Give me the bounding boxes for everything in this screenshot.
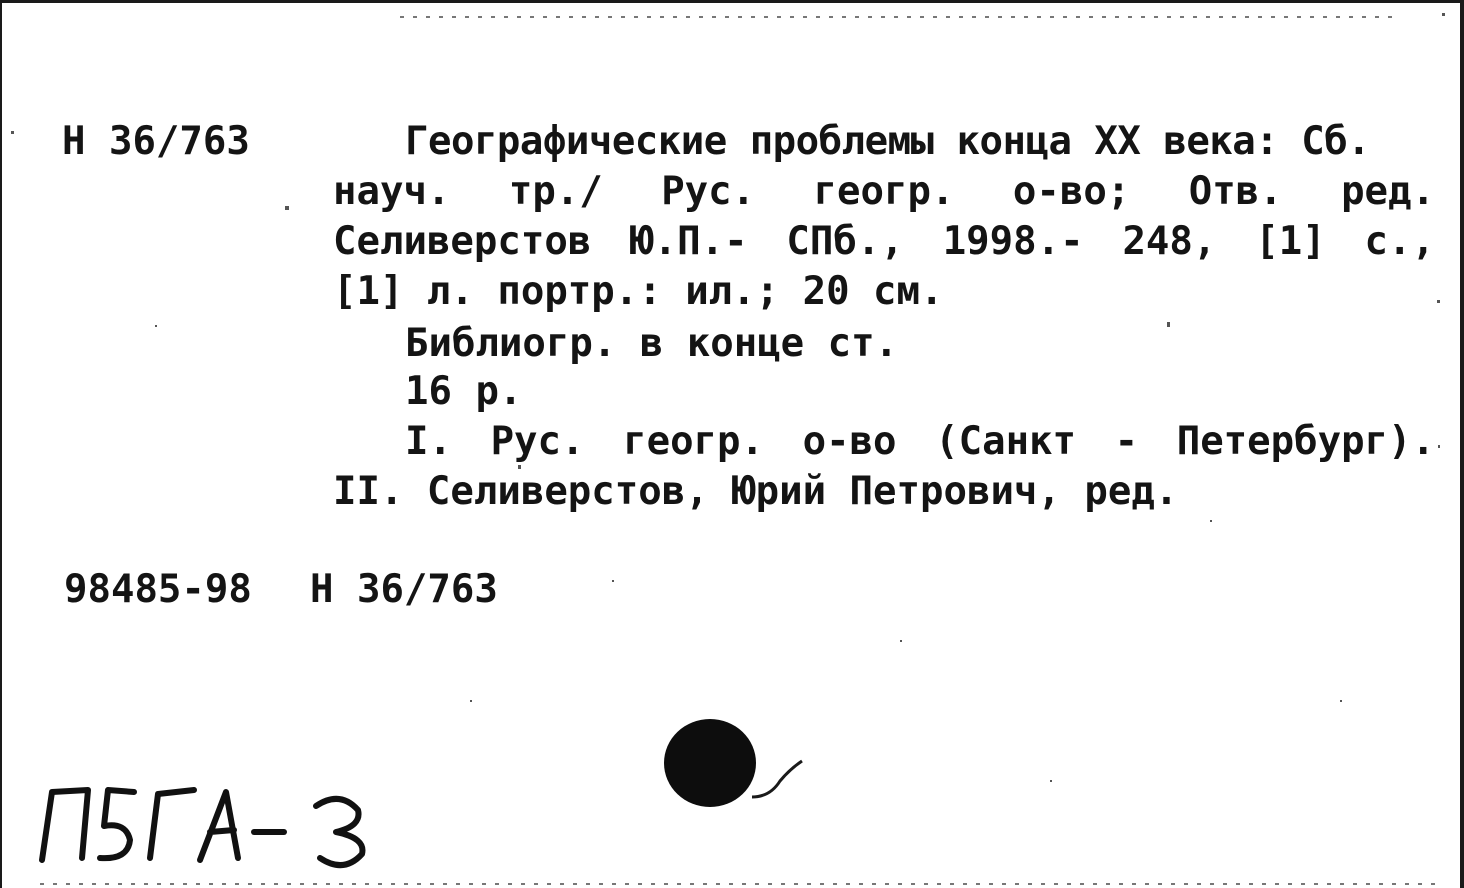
title-line-1: Географические проблемы конца XX века: Сб. — [405, 119, 1371, 164]
tracing-line-1: I. Рус. геогр. о-во (Санкт - Петербург). — [405, 419, 1435, 464]
price-note: 16 р. — [405, 369, 523, 414]
handwritten-shelfmark — [30, 770, 390, 870]
tracing-line-2: II. Селиверстов, Юрий Петрович, ред. — [333, 469, 1179, 514]
title-line-2: науч. тр./ Рус. геогр. о-во; Отв. ред. — [333, 169, 1435, 214]
call-number: Н 36/763 — [62, 119, 250, 164]
title-line-4: [1] л. портр.: ил.; 20 см. — [333, 269, 944, 314]
accession-call-number: Н 36/763 — [310, 567, 498, 612]
title-line-3: Селиверстов Ю.П.- СПб., 1998.- 248, [1] с., — [333, 219, 1435, 264]
punch-hole-scratch — [740, 725, 810, 805]
bibliography-note: Библиогр. в конце ст. — [405, 321, 899, 366]
accession-number: 98485-98 — [64, 567, 252, 612]
